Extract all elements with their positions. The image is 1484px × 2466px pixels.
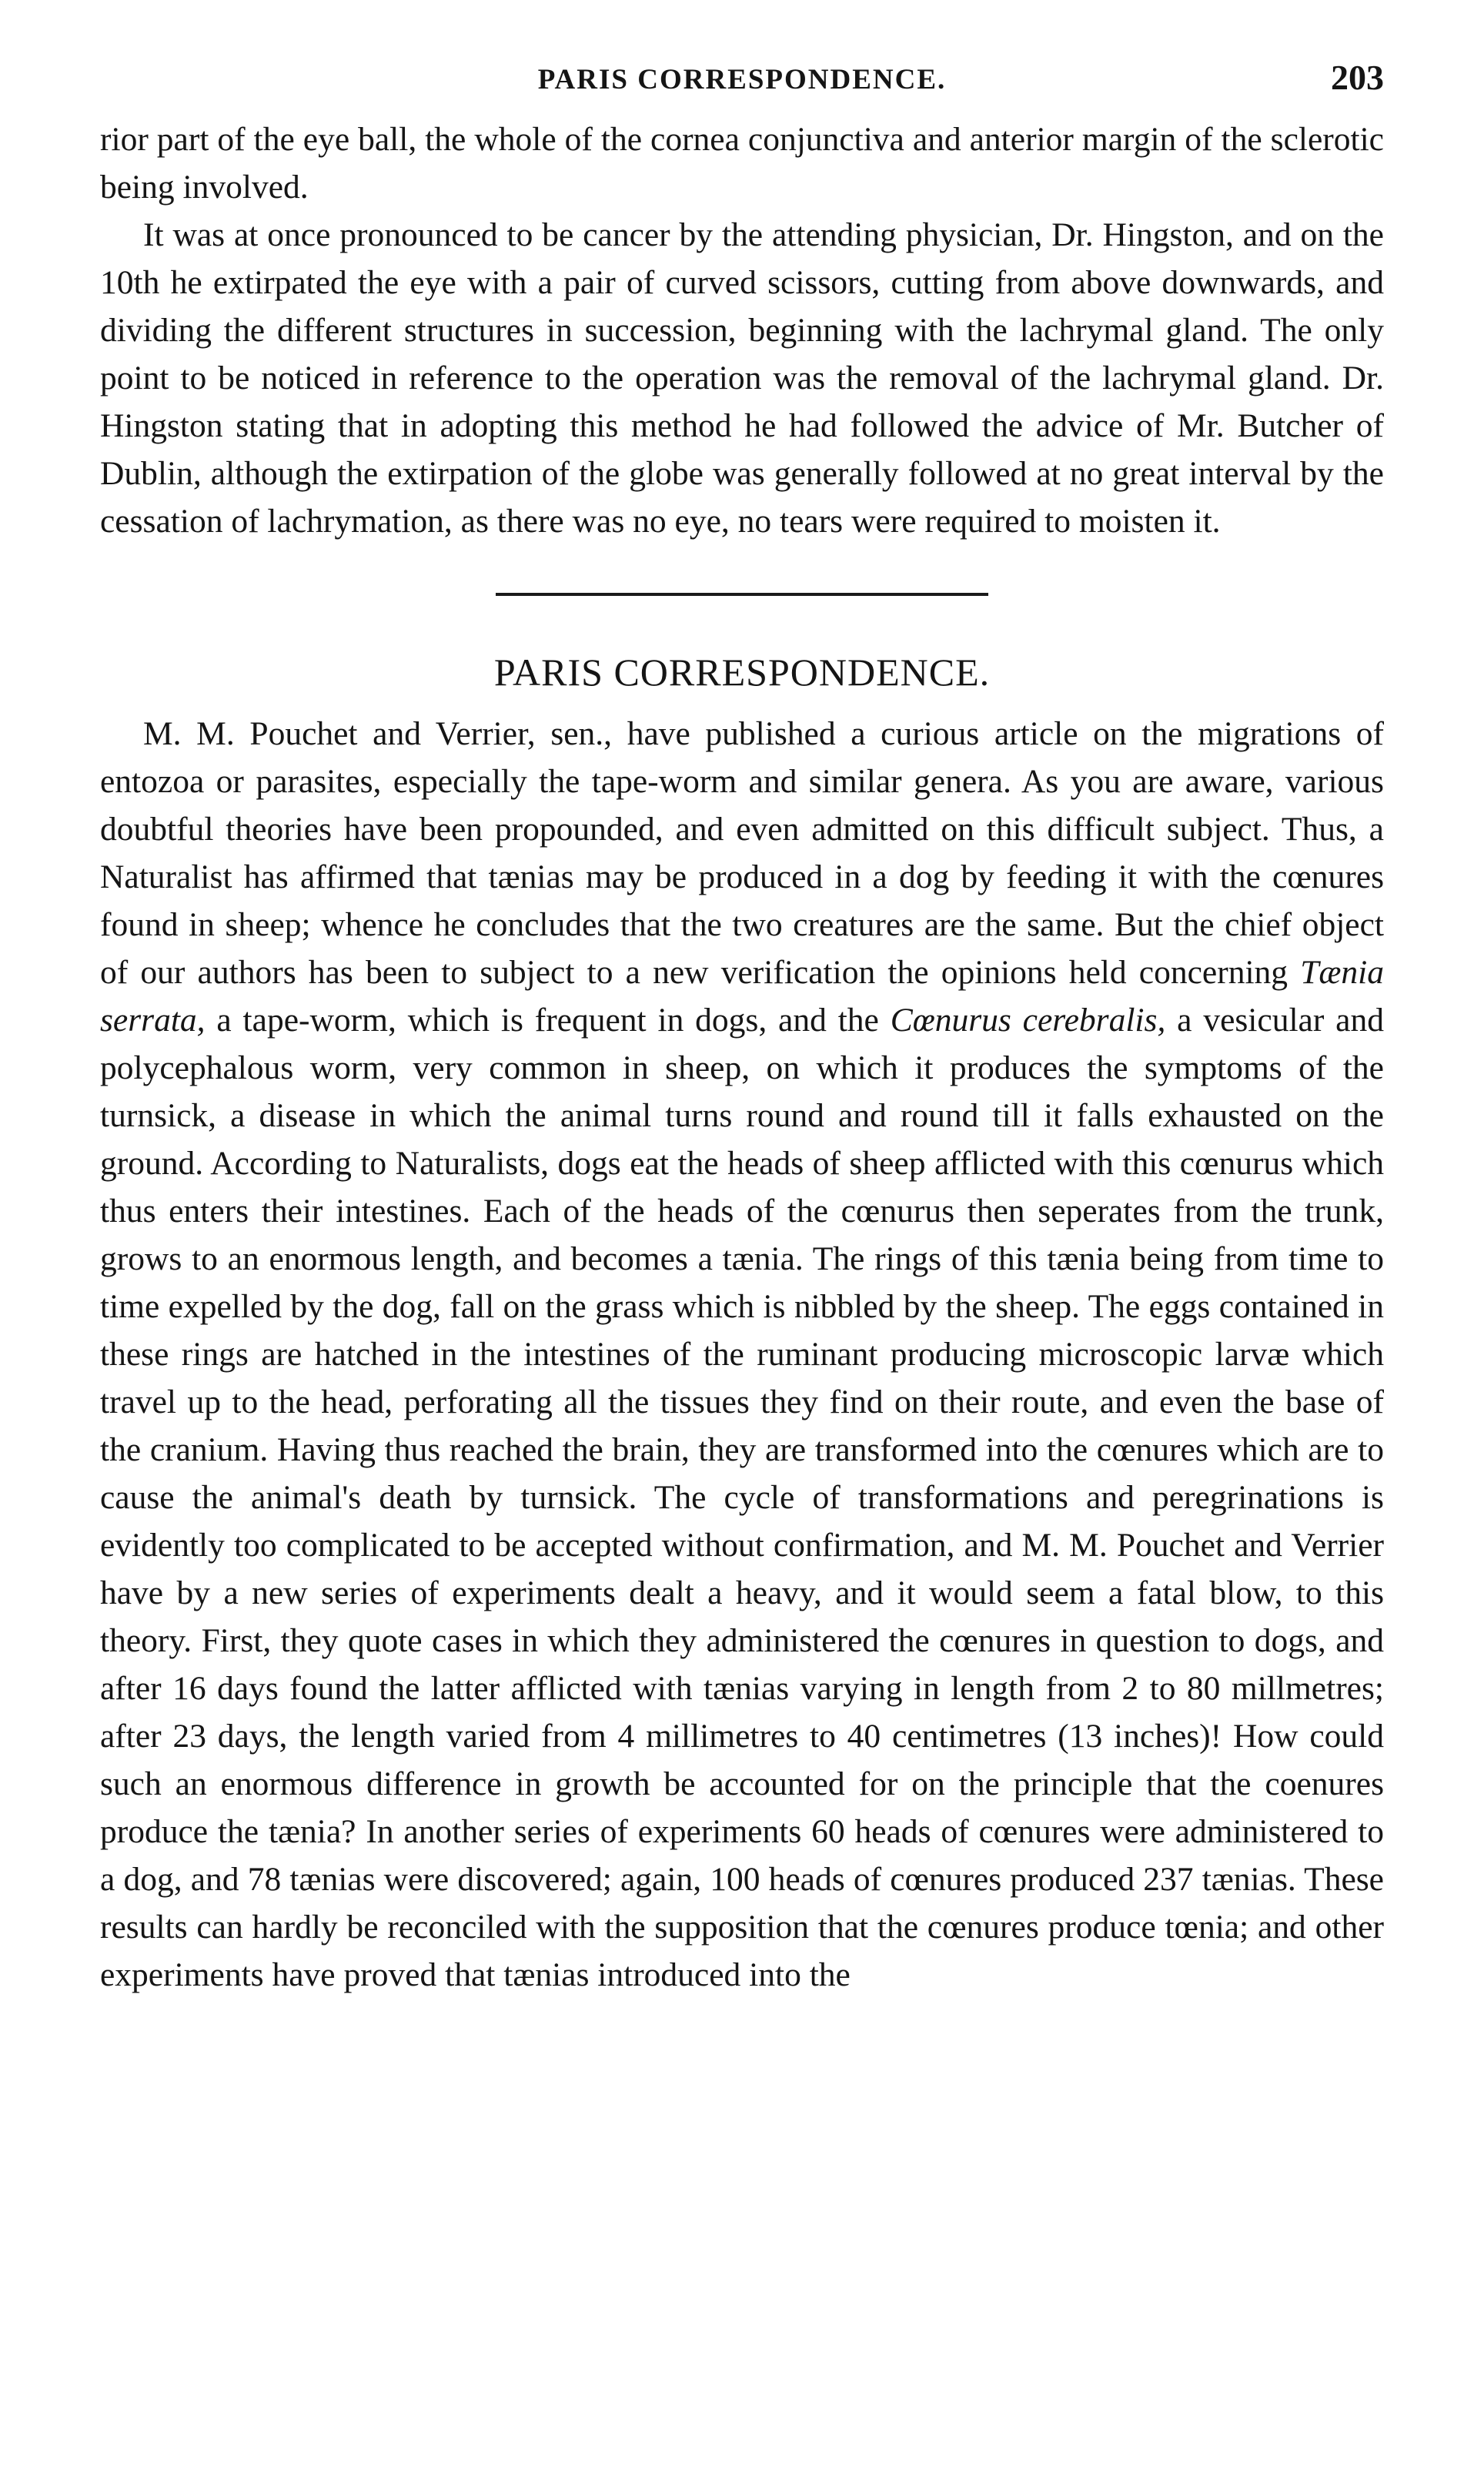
coenurus-cerebralis-name: Cœnurus cerebralis, [890,1002,1166,1039]
paragraph-rest: a vesicular and polycephalous worm, very common in sheep, on which it produces the symptoms of the turnsick, a disease in which the animal turns round and round till it falls exhausted on the ground. According to Naturalists, dogs eat the heads of sheep afflicted with this cœnurus which thus enters their intestines. Each of the heads of the cœnurus then seperates from the trunk, grows to an enormous length, and becomes a tænia. The rings of this tænia being from time to time expelled by the dog, fall on the grass which is nibbled by the sheep. The eggs contained in these rings are hatched in the intestines of the ruminant producing microscopic larvæ which travel up to the head, perforating all the tissues they find on their route, and even the base of the cranium. Having thus reached the brain, they are transformed into the cœnures which are to cause the animal's death by turnsick. The cycle of transformations and peregrinations is evidently too complicated to be accepted without confirmation, and M. M. Pouchet and Verrier have by a new series of experiments dealt a heavy, and it would seem a fatal blow, to this theory. First, they quote cases in which they administered the cœnures in question to dogs, and after 16 days found the latter afflicted with tænias varying in length from 2 to 80 millmetres; after 23 days, the length varied from 4 millimetres to 40 centimetres (13 inches)! How could such an enormous difference in growth be accounted for on the principle that the coenures produce the tænia? In another series of experiments 60 heads of cœnures were administered to a dog, and 78 tænias were discovered; again, 100 heads of cœnures produced 237 tænias. These results can hardly be reconciled with the supposition that the cœnures produce tœnia; and other experiments have proved that tænias introduced into the [100,1002,1384,1993]
document-page [100,46,1384,1999]
section-divider [496,593,988,596]
paragraph-intro: M. M. Pouchet and Verrier, sen., have published a curious article on the migrations of entozoa or parasites, especially the tape-worm and similar genera. As you are aware, various doubtful theories have been propounded, and even admitted on this difficult subject. Thus, a Naturalist has affirmed that tænias may be produced in a dog by feeding it with the cœnures found in sheep; whence he concludes that the two creatures are the same. But the chief object of our authors has been to subject to a new verification the opinions held concerning [100,715,1384,991]
entozoa-paragraph [100,710,1384,1999]
paragraph-mid: a tape-worm, which is frequent in dogs, and the [205,1002,891,1039]
taenia-serrata-name: Tænia serrata, [100,954,1384,1039]
page-number: 203 [1331,58,1384,97]
running-header [100,46,1384,108]
operation-paragraph: It was at once pronounced to be cancer by the attending physician, Dr. Hingston, and on the 10th he extirpated the eye with a pair of curved scissors, cutting from above downwards, and dividing the different structures in succession, beginning with the lachrymal gland. The only point to be noticed in reference to the operation was the removal of the lachrymal gland. Dr. Hingston stating that in adopting this method he had followed the advice of Mr. Butcher of Dublin, although the extirpation of the globe was generally followed at no great interval by the cessation of lachrymation, as there was no eye, no tears were required to moisten it. [100,216,1384,540]
continued-paragraph: rior part of the eye ball, the whole of the cornea conjunctiva and anterior margin of the sclerotic being involved. [100,121,1384,206]
section-title: PARIS CORRESPONDENCE. [493,651,991,694]
running-title: PARIS CORRESPONDENCE. [537,64,947,95]
